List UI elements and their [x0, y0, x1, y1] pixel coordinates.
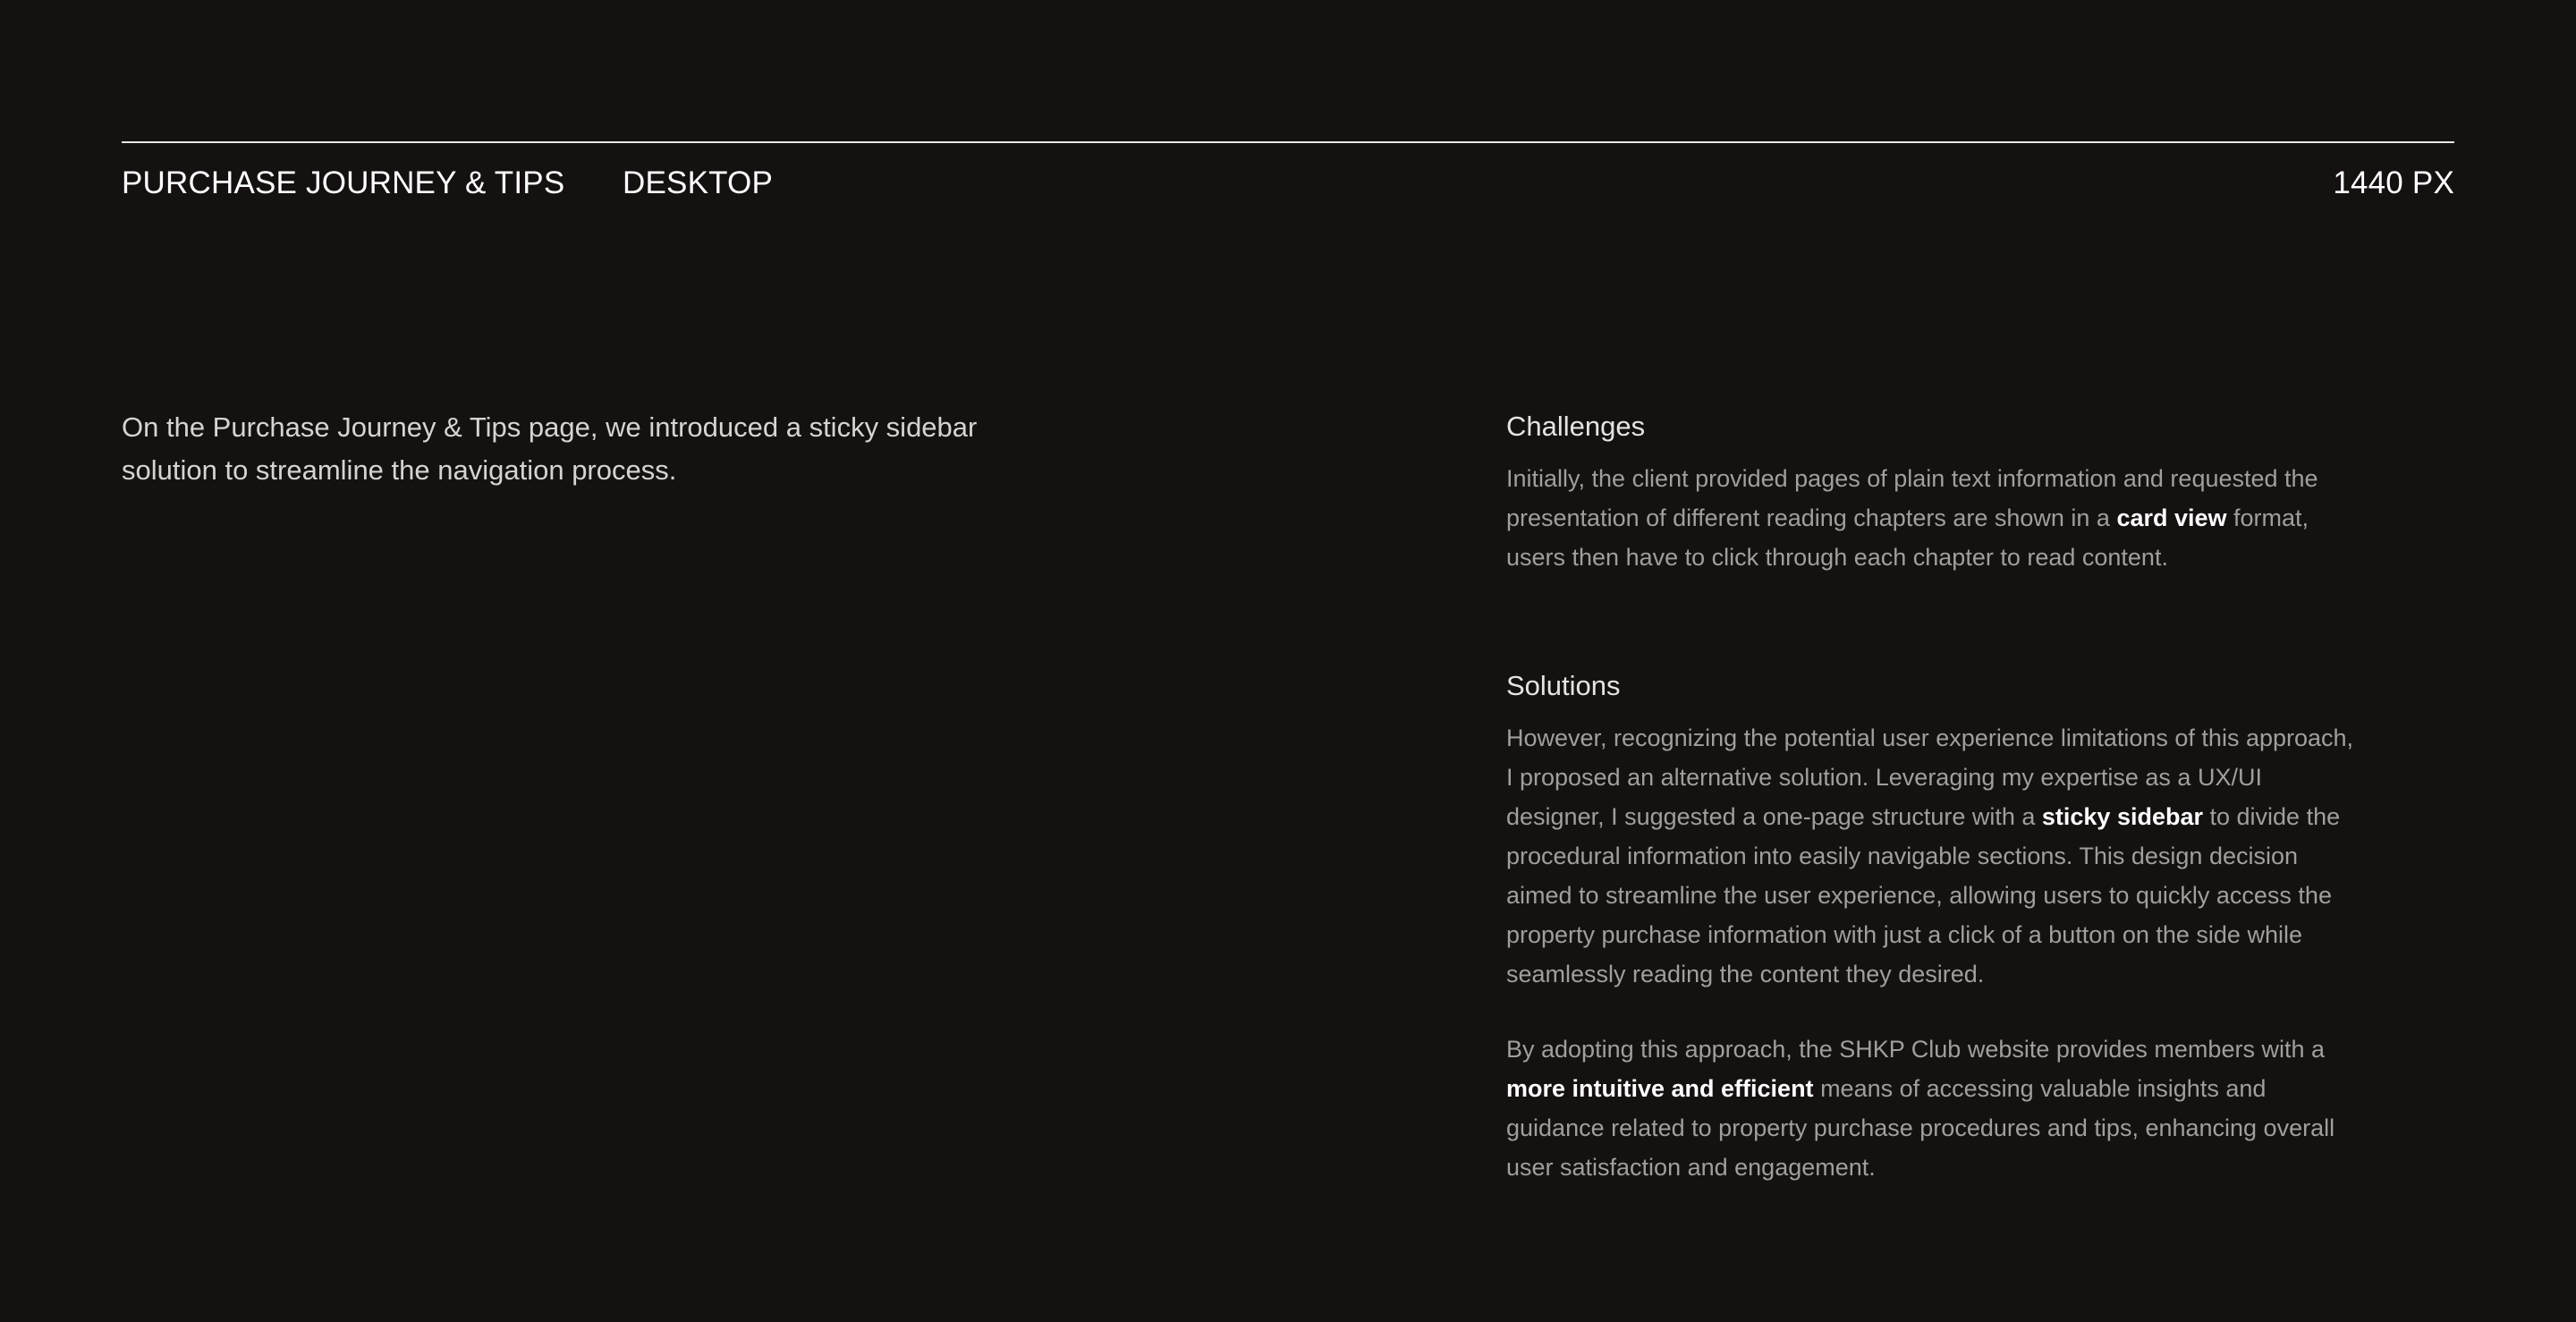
card-view-highlight: card view [2116, 504, 2227, 531]
header-divider [122, 141, 2454, 143]
page-title: PURCHASE JOURNEY & TIPS [122, 165, 565, 200]
solutions-p1-part1: However, recognizing the potential user experience limitations of this approach, I proposed an alternative solution. Leveraging my expertise as a UX/UI designer, I suggested a one-page structure with a [1506, 725, 2354, 830]
challenges-heading: Challenges [1506, 411, 1646, 442]
challenges-text-part1: Initially, the client provided pages of plain text information and requested the presentation of different reading chapters are shown in a [1506, 465, 2318, 531]
solutions-section [1506, 666, 2365, 1187]
challenges-text-part2: format, users then have to click through each chapter to read content. [1506, 504, 2309, 571]
solutions-p2-part2: means of accessing valuable insights and guidance related to property purchase procedures and tips, enhancing overall user satisfaction and engagement. [1506, 1075, 2335, 1181]
intuitive-efficient-highlight: more intuitive and efficient [1506, 1075, 1814, 1102]
challenges-section [1506, 407, 2365, 577]
solutions-p1-part2: to divide the procedural information into easily navigable sections. This design decision aimed to streamline the user experience, allowing users to quickly access the property purchase information with just a click of a button on the side while seamlessly reading the content they desired. [1506, 803, 2341, 987]
sticky-sidebar-highlight: sticky sidebar [2041, 803, 2203, 830]
solutions-p2-part1: By adopting this approach, the SHKP Club website provides members with a [1506, 1036, 2325, 1063]
device-label: DESKTOP [623, 165, 774, 200]
viewport-size-label: 1440 PX [2333, 165, 2454, 200]
intro-text: On the Purchase Journey & Tips page, we introduced a sticky sidebar solution to streamline the navigation process. [122, 411, 978, 486]
solutions-paragraph-1 [1506, 718, 2365, 994]
challenges-paragraph [1506, 459, 2365, 577]
solutions-heading: Solutions [1506, 670, 1621, 701]
solutions-paragraph-2 [1506, 1030, 2365, 1187]
